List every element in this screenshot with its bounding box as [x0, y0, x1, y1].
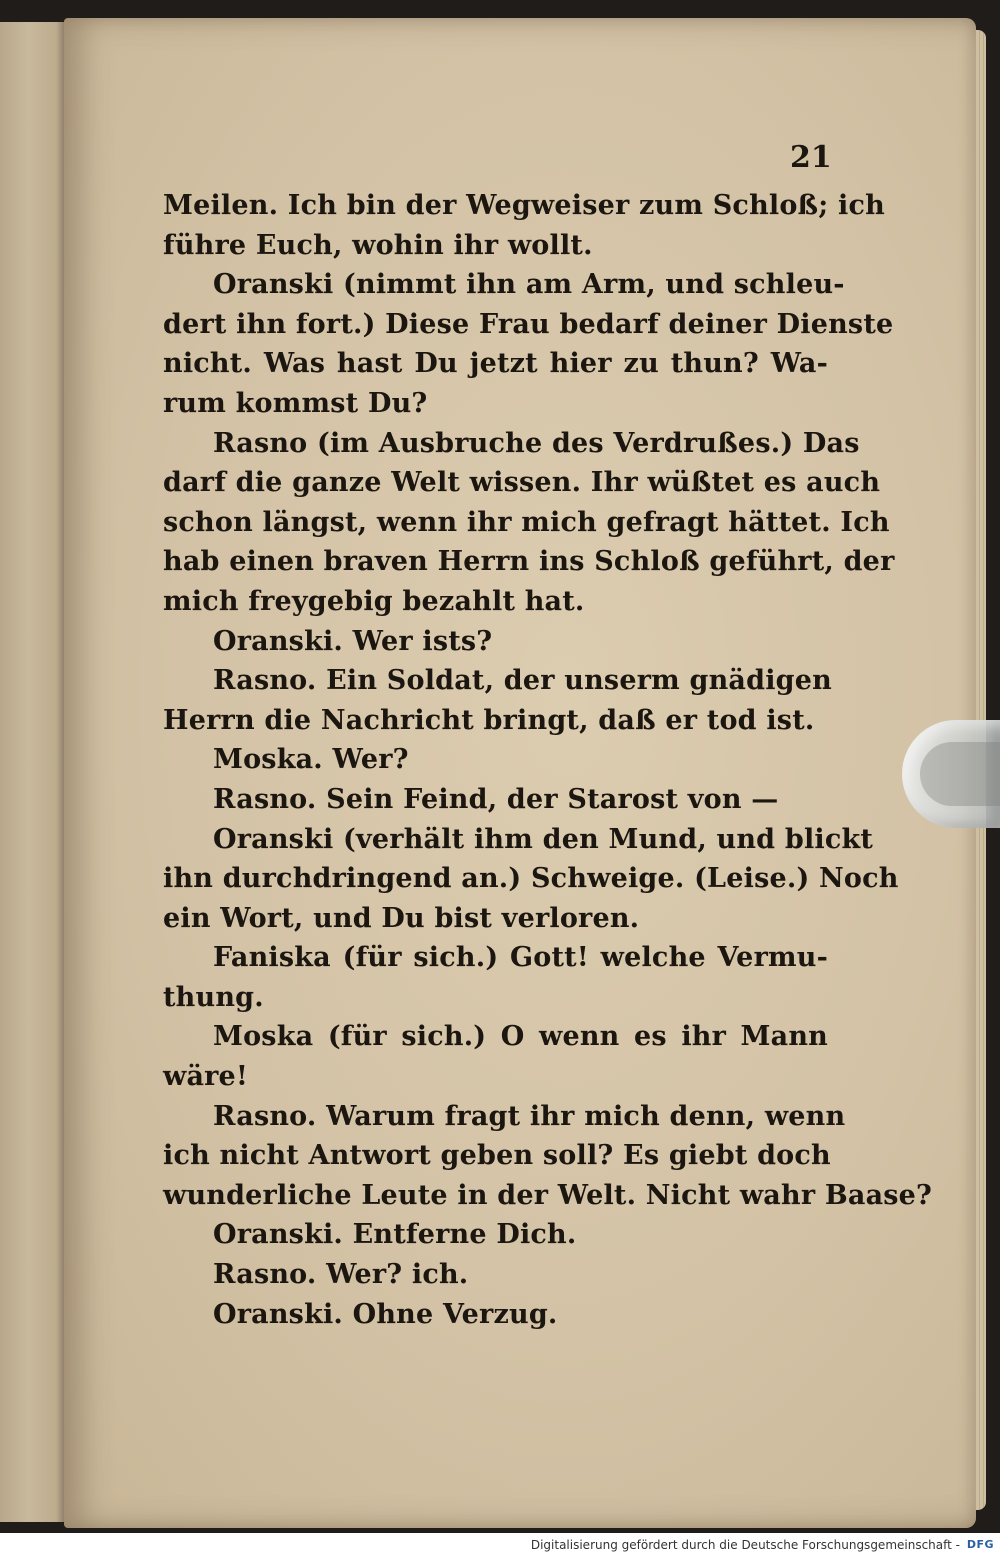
- text-line: [163, 226, 828, 266]
- text-line-content: Meilen. Ich bin der Wegweiser zum Schloß; ich: [163, 190, 885, 221]
- text-line-content: darf die ganze Welt wissen. Ihr wüßtet es auch: [163, 467, 881, 499]
- text-line-content: Oranski. Wer ists?: [213, 625, 493, 657]
- text-line-content: Herrn die Nachricht bringt, daß er tod ist.: [163, 704, 815, 736]
- text-line: [163, 424, 860, 464]
- text-line: [163, 899, 828, 939]
- text-line: [163, 503, 890, 543]
- text-line: [163, 622, 828, 662]
- text-line-content: wäre!: [163, 1061, 248, 1093]
- text-line-content: mich freygebig bezahlt hat.: [163, 585, 585, 617]
- text-line-content: schon längst, wenn ihr mich gefragt hättet. Ich: [163, 506, 890, 538]
- text-line: [163, 1136, 831, 1176]
- text-line-content: ein Wort, und Du bist verloren.: [163, 902, 640, 934]
- text-line: [163, 740, 828, 780]
- digitization-footer: [0, 1533, 1000, 1557]
- text-line-content: thung.: [163, 981, 264, 1013]
- text-line-content: Faniska (für sich.) Gott! welche Vermu-: [213, 942, 828, 974]
- text-line: [163, 344, 828, 384]
- text-line: [163, 542, 895, 582]
- text-line-content: nicht. Was hast Du jetzt hier zu thun? Wa-: [163, 348, 828, 380]
- text-line: [163, 463, 881, 503]
- dfg-logo: DFG: [966, 1538, 994, 1551]
- text-line-content: Oranski. Entferne Dich.: [213, 1219, 577, 1251]
- text-line: [163, 1295, 828, 1335]
- text-line: [163, 978, 828, 1018]
- text-line: [163, 820, 874, 860]
- text-line-content: Moska (für sich.) O wenn es ihr Mann: [213, 1021, 828, 1053]
- text-line: [163, 186, 885, 226]
- text-line-content: Oranski (nimmt ihn am Arm, und schleu-: [213, 269, 845, 301]
- text-line: [163, 1215, 828, 1255]
- text-line-content: Rasno. Sein Feind, der Starost von —: [213, 783, 779, 815]
- text-line-content: führe Euch, wohin ihr wollt.: [163, 229, 593, 261]
- text-line: [163, 1097, 846, 1137]
- text-line: [163, 1255, 828, 1295]
- text-line: [163, 384, 828, 424]
- previous-page-edge: [0, 22, 70, 1522]
- text-line: [163, 265, 845, 305]
- text-line-content: Oranski. Ohne Verzug.: [213, 1298, 558, 1330]
- book-clip-inner: [920, 742, 1000, 806]
- text-line-content: Rasno. Wer? ich.: [213, 1259, 469, 1291]
- text-line-content: Moska. Wer?: [213, 744, 409, 776]
- page-text-block: [163, 186, 933, 1334]
- text-line: [163, 1176, 933, 1216]
- text-line-content: rum kommst Du?: [163, 387, 428, 419]
- text-line: [163, 1017, 828, 1057]
- text-line: [163, 701, 828, 741]
- text-line-content: Oranski (verhält ihm den Mund, und blickt: [213, 823, 874, 855]
- text-line: [163, 780, 828, 820]
- text-line-content: Rasno. Ein Soldat, der unserm gnädigen: [213, 665, 832, 697]
- text-line: [163, 305, 894, 345]
- text-line: [163, 582, 828, 622]
- footer-credit-text: Digitalisierung gefördert durch die Deutsche Forschungsgemeinschaft -: [530, 1538, 960, 1552]
- book-clip: [902, 720, 1000, 828]
- text-line-content: ihn durchdringend an.) Schweige. (Leise.) Noch: [163, 863, 899, 895]
- text-line-content: Rasno (im Ausbruche des Verdrußes.) Das: [213, 427, 860, 459]
- text-line-content: hab einen braven Herrn ins Schloß geführt, der: [163, 546, 895, 578]
- text-line-content: Rasno. Warum fragt ihr mich denn, wenn: [213, 1100, 846, 1132]
- text-line-content: ich nicht Antwort geben soll? Es giebt doch: [163, 1140, 831, 1172]
- text-line-content: wunderliche Leute in der Welt. Nicht wahr Baase?: [163, 1179, 933, 1211]
- text-line: [163, 1057, 828, 1097]
- text-line: [163, 661, 832, 701]
- page-number: 21: [790, 140, 832, 175]
- text-line: [163, 938, 828, 978]
- text-line-content: dert ihn fort.) Diese Frau bedarf deiner Dienste: [163, 308, 894, 340]
- text-line: [163, 859, 899, 899]
